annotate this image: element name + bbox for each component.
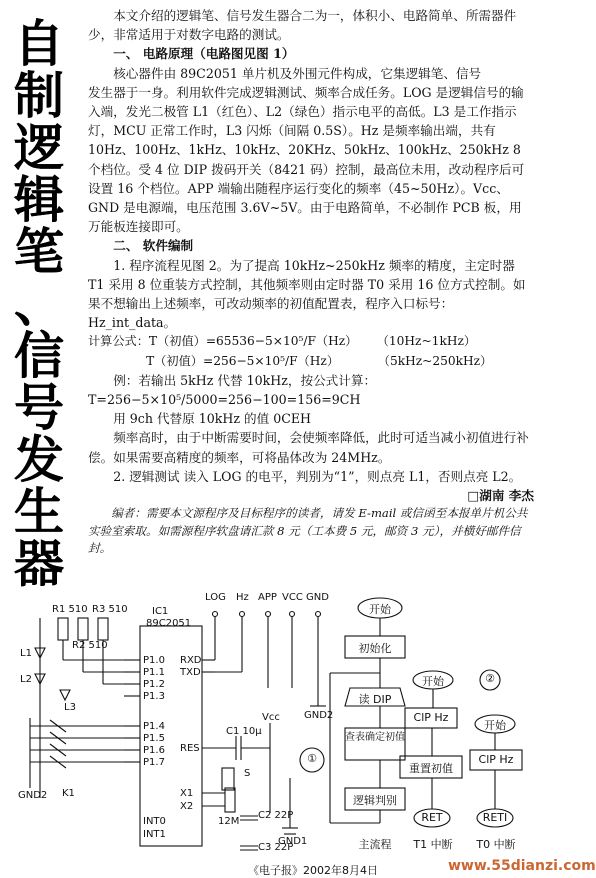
vertical-title [14, 15, 76, 593]
part-gnd1: GND1 [278, 836, 308, 847]
part-gnd2: GND2 [304, 710, 334, 721]
paragraph-2: 1. 程序流程见图 2。为了提高 10kHz~250kHz 频率的精度，主定时器 T1 采用 8 位重装方式控制，其他频率则由定时器 T0 采用 16 位方式控制。如果不想输出上述频率，可改动频率的初值配置表，程序入口标号：Hz_int_data。 [88, 257, 526, 331]
flow-logic: 逻辑判别 [353, 794, 397, 807]
pin-p12: P1.2 [143, 679, 165, 690]
paragraph-1a: 核心器件由 89C2051 单片机及外围元件构成，它集逻辑笔、信号 [113, 65, 482, 81]
pin-rxd: RXD [180, 655, 202, 666]
part-r3: R3 510 [92, 604, 128, 615]
paragraph-1b: 发生器于一身。利用软件完成逻辑测试、频率合成任务。LOG 是逻辑信号的输入端，发光二极管 L1（红色）、L2（绿色）指示电平的高低。L3 是工作指示灯，MCU 正常工作时，L3 闪烁（间隔 0.5S）。Hz 是频率输出端，共有 10Hz、100Hz、1kHz、10kHz、20KHz、50kHz、100kHz、250kHz 8 个档位。受 4 位 DIP 拨码开关（8421 码）控制，最高位未用，改动程序后可设置 16 个档位。APP 端输出随程序运行变化的频率（45~50Hz）。Vcc、GND 是电源端，电压范围 3.6V~5V。由于电路简单，不必制作 PCB 板，用万能板连接即可。 [88, 84, 525, 235]
section-heading-2: 二、 软件编制 [113, 238, 194, 254]
t1-ret: RET [421, 811, 443, 824]
part-c3: C3 22P [258, 842, 294, 853]
part-crystal: 12M [218, 816, 240, 827]
pin-txd: TXD [180, 667, 201, 678]
part-l2: L2 [20, 674, 32, 685]
flow-main-caption: 主流程 [358, 838, 392, 851]
paragraph-4: 用 9ch 代替原 10kHz 的值 0CEH [113, 411, 312, 427]
part-l1: L1 [20, 648, 32, 659]
title-char: 信 [14, 327, 64, 385]
paragraph-3: 例：若输出 5kHz 代替 10kHz，按公式计算：T=256−5×10⁵/5000=256−100=156=9CH [88, 372, 377, 408]
editor-note: 编者：需要本文源程序及目标程序的读者，请发 E-mail 或信函至本报单片机公共实验室索取。如需源程序软盘请汇款 8 元（工本费 5 元，邮资 3 元），并横好邮件信封。 [88, 506, 528, 556]
pin-int0: INT0 [143, 816, 166, 827]
author-line: □湖南 李杰 [467, 488, 534, 504]
t1-cpl: ClP Hz [413, 711, 449, 724]
circle-2-label: ② [485, 672, 495, 685]
watermark: www.55dianzi.com [448, 858, 596, 874]
flow-init: 初始化 [358, 642, 392, 655]
t1-start: 开始 [422, 675, 444, 688]
t1-reload: 重置初值 [409, 762, 453, 775]
pin-x2: X2 [180, 801, 194, 812]
t0-reti: RETI [482, 811, 508, 824]
label-log: LOG [205, 592, 226, 603]
formula-1: 计算公式：T（初值）=65536−5×10⁵/F（Hz） （10Hz~1kHz） [88, 334, 477, 349]
part-s: S [244, 768, 251, 779]
ic-model: 89C2051 [146, 618, 192, 629]
pin-p17: P1.7 [143, 757, 165, 768]
pin-p11: P1.1 [143, 667, 165, 678]
flow-start: 开始 [369, 603, 391, 616]
label-vcc: VCC [282, 592, 303, 603]
pin-x1: X1 [180, 788, 194, 799]
part-r2: R2 510 [72, 640, 108, 651]
page-footer: 《电子报》2002年8月4日 [248, 864, 378, 877]
pin-p10: P1.0 [143, 655, 165, 666]
title-char: 笔 [14, 223, 64, 281]
title-char: 辑 [14, 171, 64, 229]
title-char: 逻 [14, 119, 64, 177]
section-heading-1: 一、 电路原理（电路图见图 1） [113, 46, 295, 62]
part-k1: K1 [62, 788, 75, 799]
flow-read-dip: 读 DIP [358, 693, 392, 706]
part-c2: C2 22P [258, 810, 294, 821]
title-char: 自 [14, 15, 64, 73]
t0-start: 开始 [484, 719, 506, 732]
title-char: 制 [14, 67, 64, 125]
paragraph-5: 频率高时，由于中断需要时间，会使频率降低，此时可适当减小初值进行补偿。如果需要高精度的频率，可将晶体改为 24MHz。 [88, 430, 529, 465]
pin-res: RES [180, 743, 200, 754]
t1-caption: T1 中断 [413, 838, 453, 851]
title-char: 号 [14, 379, 64, 437]
pin-p14: P1.4 [143, 721, 165, 732]
t0-caption: T0 中断 [476, 838, 516, 851]
title-char: 发 [14, 431, 64, 489]
ic-name: IC1 [152, 606, 169, 617]
t0-cpl: ClP Hz [478, 753, 514, 766]
part-r1: R1 510 [52, 604, 88, 615]
part-l3: L3 [64, 702, 76, 713]
article-body [88, 6, 534, 558]
circle-1-label: ① [307, 752, 317, 765]
intro-paragraph: 本文介绍的逻辑笔、信号发生器合二为一，体积小、电路简单、所需器件少，非常适用于对数字电路的测试。 [88, 8, 517, 43]
part-c1: C1 10μ [226, 726, 262, 737]
part-vcc: Vcc [262, 712, 280, 723]
title-char: 生 [14, 483, 64, 541]
paragraph-6: 2. 逻辑测试 读入 LOG 的电平，判别为“1”，则点亮 L1，否则点亮 L2。 [113, 468, 522, 484]
pin-p15: P1.5 [143, 733, 165, 744]
pin-int1: INT1 [143, 829, 166, 840]
title-char: 、 [14, 275, 64, 333]
label-gnd: GND [306, 592, 329, 603]
pin-p16: P1.6 [143, 745, 165, 756]
title-char: 器 [14, 535, 64, 593]
flow-lookup: 查表确定初值 [345, 732, 405, 743]
schematic-drawing [0, 588, 550, 878]
label-hz: Hz [236, 592, 249, 603]
formula-2: T（初值）=256−5×10⁵/F（Hz） （5kHz~250kHz） [88, 353, 493, 368]
circuit-and-flowchart-figure [0, 588, 550, 878]
label-app: APP [258, 592, 277, 603]
part-gnd2-left: GND2 [18, 790, 48, 801]
pin-p13: P1.3 [143, 691, 165, 702]
